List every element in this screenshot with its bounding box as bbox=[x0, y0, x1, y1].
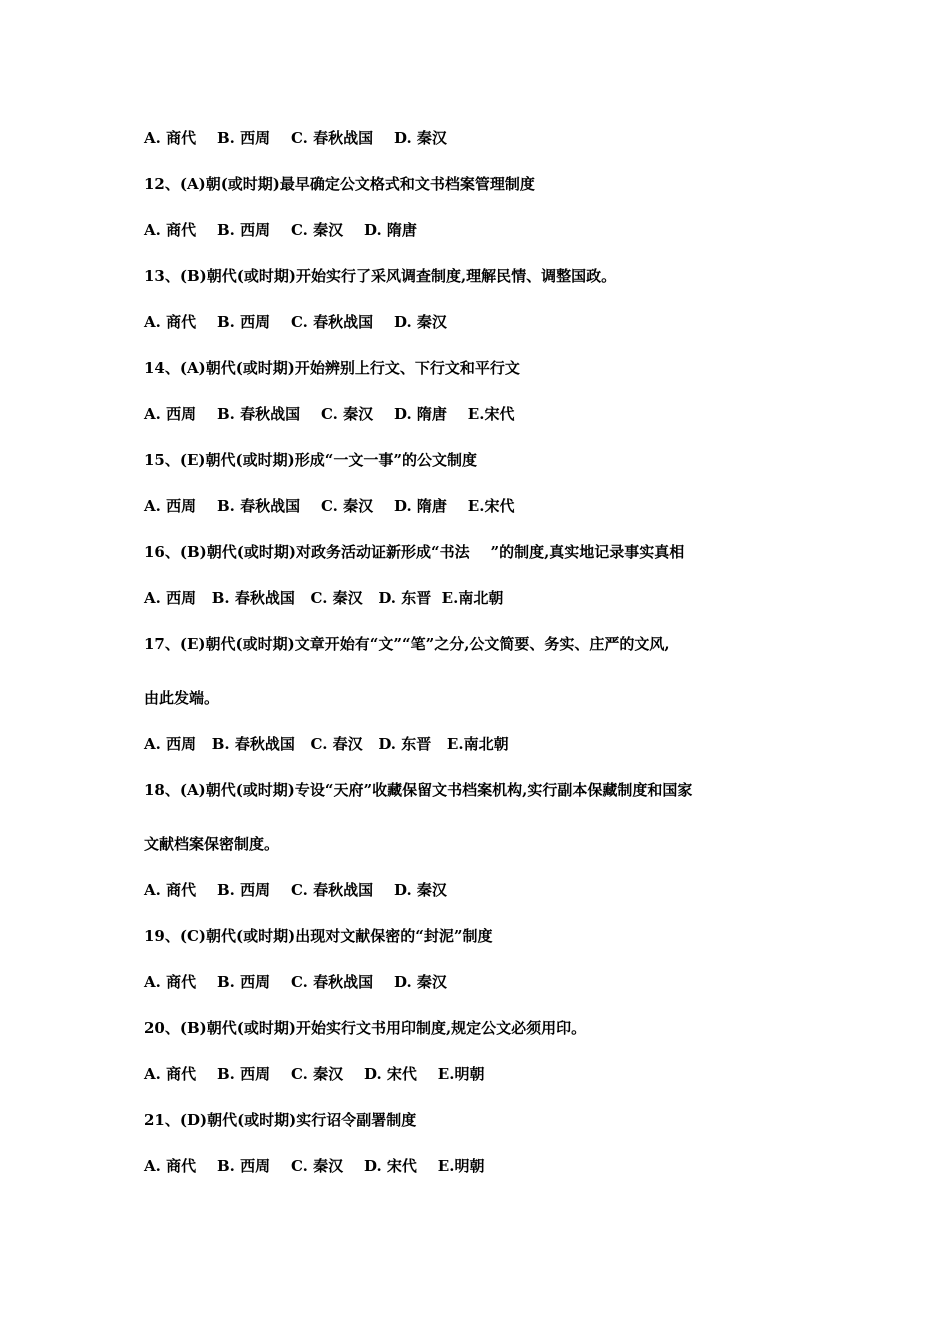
question-20: 20、(B)朝代(或时期)开始实行文书用印制度,规定公文必须用印。 bbox=[144, 1019, 587, 1037]
options-line-14: A. 西周 B. 春秋战国 C. 秦汉 D. 隋唐 E.宋代 bbox=[144, 405, 515, 423]
question-18-continued: 文献档案保密制度。 bbox=[144, 835, 280, 853]
options-line-21: A. 商代 B. 西周 C. 秦汉 D. 宋代 E.明朝 bbox=[144, 1157, 485, 1175]
question-17: 17、(E)朝代(或时期)文章开始有“文”“笔”之分,公文简要、务实、庄严的文风, bbox=[144, 635, 670, 653]
options-line-16: A. 西周 B. 春秋战国 C. 秦汉 D. 东晋 E.南北朝 bbox=[144, 589, 504, 607]
question-12: 12、(A)朝(或时期)最早确定公文格式和文书档案管理制度 bbox=[144, 175, 535, 193]
options-line-18: A. 商代 B. 西周 C. 春秋战国 D. 秦汉 bbox=[144, 881, 447, 899]
options-line-20: A. 商代 B. 西周 C. 秦汉 D. 宋代 E.明朝 bbox=[144, 1065, 485, 1083]
options-line-11: A. 商代 B. 西周 C. 春秋战国 D. 秦汉 bbox=[144, 129, 447, 147]
question-19: 19、(C)朝代(或时期)出现对文献保密的“封泥”制度 bbox=[144, 927, 493, 945]
question-18: 18、(A)朝代(或时期)专设“天府”收藏保留文书档案机构,实行副本保藏制度和国家 bbox=[144, 781, 693, 799]
question-15: 15、(E)朝代(或时期)形成“一文一事”的公文制度 bbox=[144, 451, 477, 469]
question-16: 16、(B)朝代(或时期)对政务活动证新形成“书法 ”的制度,真实地记录事实真相 bbox=[144, 543, 685, 561]
options-line-15: A. 西周 B. 春秋战国 C. 秦汉 D. 隋唐 E.宋代 bbox=[144, 497, 515, 515]
question-14: 14、(A)朝代(或时期)开始辨别上行文、下行文和平行文 bbox=[144, 359, 520, 377]
options-line-12: A. 商代 B. 西周 C. 秦汉 D. 隋唐 bbox=[144, 221, 417, 239]
options-line-19: A. 商代 B. 西周 C. 春秋战国 D. 秦汉 bbox=[144, 973, 447, 991]
question-13: 13、(B)朝代(或时期)开始实行了采风调查制度,理解民情、调整国政。 bbox=[144, 267, 617, 285]
question-17-continued: 由此发端。 bbox=[144, 689, 220, 707]
question-21: 21、(D)朝代(或时期)实行诏令副署制度 bbox=[144, 1111, 417, 1129]
options-line-17: A. 西周 B. 春秋战国 C. 春汉 D. 东晋 E.南北朝 bbox=[144, 735, 509, 753]
options-line-13: A. 商代 B. 西周 C. 春秋战国 D. 秦汉 bbox=[144, 313, 447, 331]
